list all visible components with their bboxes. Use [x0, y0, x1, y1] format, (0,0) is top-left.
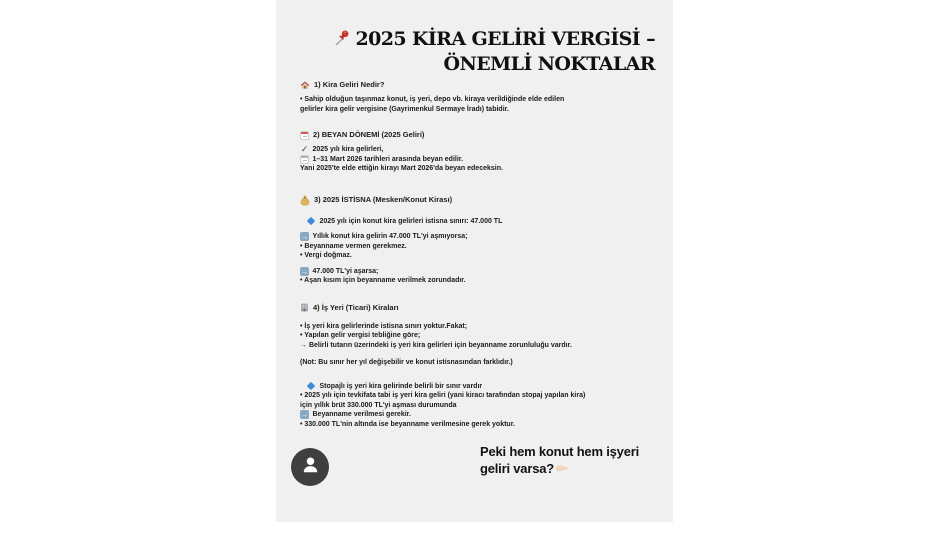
- stopaj-lead-line: [300, 382, 655, 392]
- declare-line-3: Yani 2025'te elde ettiğin kirayı Mart 2026'da beyan edeceksin.: [300, 165, 503, 172]
- case-under-limit-b2: • Vergi doğmaz.: [300, 252, 352, 259]
- moneybag-icon: [300, 195, 310, 206]
- page-title: [300, 28, 655, 76]
- case-over-limit-b1: • Aşan kısım için beyanname verilmek zorundadır.: [300, 277, 466, 284]
- section-3-heading: [300, 195, 655, 206]
- workplace-note: (Not: Bu sınır her yıl değişebilir ve konut istisnasından farklıdır.): [300, 359, 513, 366]
- section-2-title: 2) BEYAN DÖNEMİ (2025 Geliri): [313, 130, 425, 139]
- arrow-right-icon: →: [300, 410, 309, 420]
- section-2-heading: [300, 130, 655, 140]
- stopaj-arrow-text: Beyanname verilmesi gerekir.: [312, 411, 411, 418]
- section-3-title: 3) 2025 İSTİSNA (Mesken/Konut Kirası): [314, 195, 453, 204]
- check-icon: ✓: [300, 144, 309, 155]
- case-under-limit-b1: • Beyanname vermen gerekmez.: [300, 242, 407, 250]
- case-under-limit: [300, 232, 655, 261]
- arrow-right-icon: →: [300, 232, 309, 242]
- office-building-icon: [300, 303, 309, 312]
- section-2-lines: [300, 145, 655, 174]
- exemption-limit-line: [300, 217, 655, 227]
- pushpin-icon: [333, 29, 351, 53]
- workplace-b3: → Belirli tutarın üzerindeki iş yeri kira gelirleri için beyanname zorunluluğu vardır.: [300, 341, 572, 349]
- stopaj-body: • 2025 yılı için tevkifata tabi iş yeri kira geliri (yani kiracı tarafından stopaj yapılan kira) için yıllık brüt 330.000 TL'yi aşması durumunda: [300, 392, 586, 409]
- workplace-b1: • İş yeri kira gelirlerinde istisna sınırı yoktur.Fakat;: [300, 322, 468, 330]
- case-over-limit: [300, 267, 655, 286]
- section-1-body: • Sahip olduğun taşınmaz konut, iş yeri, depo vb. kiraya verildiğinde elde edilen gelirler kira gelir vergisine (Gayrimenkul Sermaye İradı) tabidir.: [300, 96, 565, 113]
- case-under-limit-lead: [300, 232, 655, 242]
- stopaj-block: [300, 382, 655, 430]
- section-4-heading: [300, 303, 655, 313]
- workplace-b2: • Yapılan gelir vergisi tebliğine göre;: [300, 332, 421, 339]
- blue-diamond-icon: [307, 382, 315, 390]
- house-icon: [300, 80, 310, 90]
- case-under-limit-lead-text: Yıllık konut kira gelirin 47.000 TL'yi aşmıyorsa;: [312, 233, 468, 240]
- question-line-1: Peki hem konut hem işyeri: [480, 444, 640, 459]
- person-icon: [300, 454, 321, 480]
- blue-diamond-icon: [307, 217, 315, 225]
- avatar: [291, 448, 329, 486]
- section-1-title: 1) Kira Geliri Nedir?: [314, 80, 385, 89]
- pointing-right-icon: [555, 462, 568, 480]
- stopaj-b2: • 330.000 TL'nin altında ise beyanname verilmesine gerek yoktur.: [300, 420, 515, 428]
- title-text-1: 2025 KİRA GELİRİ VERGİSİ –: [355, 28, 655, 50]
- arrow-right-icon: →: [300, 266, 309, 276]
- case-over-limit-lead: [300, 267, 655, 277]
- question-text: [480, 444, 639, 479]
- title-line-2: ÖNEMLİ NOKTALAR: [443, 53, 655, 75]
- title-line-1: [300, 28, 655, 53]
- mini-calendar-icon: [300, 155, 309, 164]
- question-line-2: geliri varsa?: [480, 461, 639, 480]
- declare-text-1: 2025 yılı kira gelirleri,: [312, 146, 384, 153]
- declare-text-2: 1–31 Mart 2026 tarihleri arasında beyan edilir.: [312, 155, 464, 163]
- declare-line-2: [300, 155, 655, 165]
- stopaj-lead-text: Stopajlı iş yeri kira gelirinde belirli bir sınır vardır: [319, 382, 483, 390]
- calendar-icon: [300, 131, 309, 140]
- footer: [300, 444, 655, 493]
- section-4-bullets: [300, 322, 655, 351]
- declare-line-1: [300, 145, 655, 155]
- section-1-heading: [300, 80, 655, 90]
- stopaj-arrow-line: [300, 410, 655, 420]
- case-over-limit-lead-text: 47.000 TL'yi aşarsa;: [312, 267, 379, 275]
- exemption-limit-text: 2025 yılı için konut kira gelirleri istisna sınırı: 47.000 TL: [319, 217, 503, 225]
- section-4-title: 4) İş Yeri (Ticari) Kiraları: [313, 302, 399, 312]
- post-card: [276, 0, 673, 522]
